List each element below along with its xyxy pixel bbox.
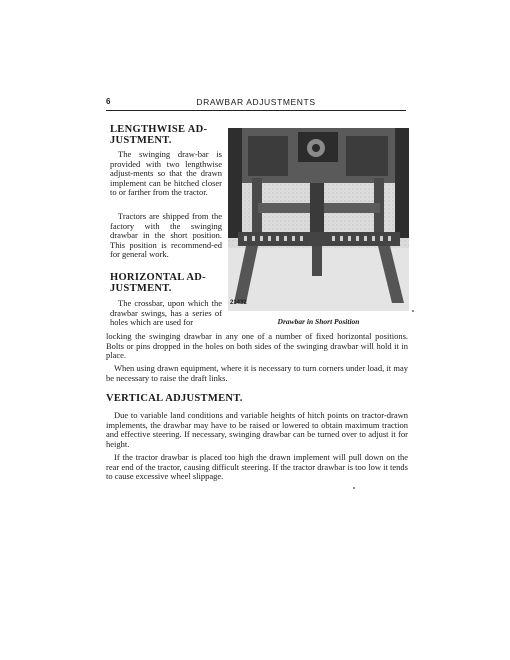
lengthwise-heading-line2: JUSTMENT.	[110, 135, 172, 146]
horizontal-heading-line2: JUSTMENT.	[110, 283, 172, 294]
lengthwise-heading-line1: LENGTHWISE AD-	[110, 124, 208, 135]
vertical-paragraph-2: If the tractor drawbar is placed too high the drawn implement will pull down on the rear end of the tractor, causing difficult steering. If the tractor drawbar is too low it tends to cause excessive wheel slippage.	[106, 452, 408, 482]
lengthwise-heading	[110, 124, 207, 146]
horizontal-paragraph-1-end: locking the swinging drawbar in any one of a number of fixed horizontal positions. Bolts or pins dropped in the holes on both sides of the swinging drawbar will hold it in place.	[106, 331, 408, 361]
running-title: DRAWBAR ADJUSTMENTS	[196, 97, 316, 107]
drawbar-photo	[228, 128, 409, 311]
horizontal-heading-line1: HORIZONTAL AD-	[110, 272, 206, 283]
horizontal-paragraph-1-start: The crossbar, upon which the drawbar swings, has a series of holes which are used for	[110, 298, 222, 328]
figure-code: 21432	[230, 300, 247, 306]
lengthwise-paragraph-2: Tractors are shipped from the factory with the swinging drawbar in the short position. This position is recommend-ed for general work.	[110, 211, 222, 260]
vertical-paragraph-1: Due to variable land conditions and variable heights of hitch points on tractor-drawn implements, the drawbar may have to be raised or lowered to obtain maximum traction and effective steering. If necessary, swinging drawbar can be turned over to adjust it for height.	[106, 410, 408, 449]
print-speck	[353, 487, 355, 489]
vertical-heading: VERTICAL ADJUSTMENT.	[106, 393, 243, 404]
lengthwise-paragraph-1: The swinging draw-bar is provided with two lengthwise adjust-ments so that the drawn implement can be hitched closer to or farther from the tractor.	[110, 149, 222, 198]
print-speck	[412, 310, 414, 312]
horizontal-heading	[110, 272, 206, 294]
page-header	[106, 96, 406, 111]
page-number: 6	[106, 97, 111, 106]
figure-caption: Drawbar in Short Position	[277, 317, 360, 326]
horizontal-paragraph-2: When using drawn equipment, where it is necessary to turn corners under load, it may be necessary to raise the draft links.	[106, 363, 408, 383]
